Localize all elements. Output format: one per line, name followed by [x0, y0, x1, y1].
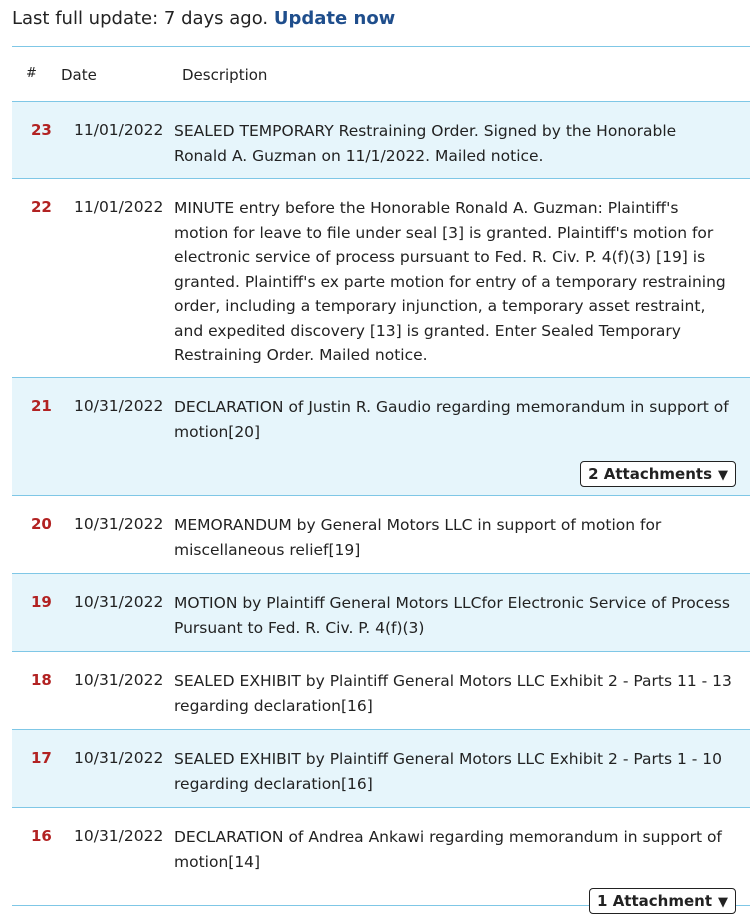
- attachments-dropdown-button[interactable]: [589, 888, 736, 914]
- entry-date: 10/31/2022: [74, 593, 164, 611]
- table-row: [12, 730, 750, 808]
- entry-number[interactable]: 23: [31, 121, 52, 139]
- attachments-label: 2 Attachments: [588, 465, 712, 483]
- entry-number[interactable]: 17: [31, 749, 52, 767]
- entry-date: 11/01/2022: [74, 198, 164, 216]
- header-number: #: [26, 66, 37, 81]
- entry-date: 11/01/2022: [74, 121, 164, 139]
- table-row: [12, 496, 750, 574]
- entry-description: DECLARATION of Justin R. Gaudio regarding memorandum in support of motion[20]: [174, 398, 729, 441]
- entry-description: MOTION by Plaintiff General Motors LLCfor Electronic Service of Process Pursuant to Fed. R. Civ. P. 4(f)(3): [174, 594, 730, 637]
- table-row: [12, 652, 750, 730]
- update-now-link[interactable]: Update now: [273, 8, 396, 29]
- entry-number[interactable]: 22: [31, 198, 52, 216]
- entry-date: 10/31/2022: [74, 515, 164, 533]
- table-header: [12, 46, 750, 102]
- entry-description: SEALED TEMPORARY Restraining Order. Signed by the Honorable Ronald A. Guzman on 11/1/2022. Mailed notice.: [174, 122, 677, 165]
- entry-number[interactable]: 19: [31, 593, 52, 611]
- entry-date: 10/31/2022: [74, 671, 164, 689]
- entry-number[interactable]: 18: [31, 671, 52, 689]
- entry-description: SEALED EXHIBIT by Plaintiff General Motors LLC Exhibit 2 - Parts 11 - 13 regarding declaration[16]: [174, 672, 732, 715]
- header-description: Description: [182, 66, 268, 84]
- table-row: [12, 102, 750, 179]
- table-row: [12, 378, 750, 496]
- update-status: [12, 8, 395, 29]
- entry-description: MEMORANDUM by General Motors LLC in support of motion for miscellaneous relief[19]: [174, 516, 662, 559]
- entry-number[interactable]: 16: [31, 827, 52, 845]
- docket-table: [12, 46, 750, 910]
- table-row: [12, 179, 750, 378]
- entry-description: MINUTE entry before the Honorable Ronald A. Guzman: Plaintiff's motion for leave to file under seal [3] is granted. Plaintiff's motion for electronic service of process pursuant to Fed. R. Civ. P. 4(f)(3) [19] is granted. Plaintiff's ex parte motion for entry of a temporary restraining order, including a temporary injunction, a temporary asset restraint, and expedited discovery [13] is granted. Enter Sealed Temporary Restraining Order. Mailed notice.: [174, 199, 726, 364]
- entry-date: 10/31/2022: [74, 827, 164, 845]
- header-date: Date: [61, 66, 97, 84]
- entry-date: 10/31/2022: [74, 397, 164, 415]
- entry-description: DECLARATION of Andrea Ankawi regarding memorandum in support of motion[14]: [174, 828, 722, 871]
- entry-description: SEALED EXHIBIT by Plaintiff General Motors LLC Exhibit 2 - Parts 1 - 10 regarding declaration[16]: [174, 750, 722, 793]
- entry-number[interactable]: 21: [31, 397, 52, 415]
- table-row: [12, 574, 750, 652]
- attachments-label: 1 Attachment: [597, 892, 712, 910]
- entry-date: 10/31/2022: [74, 749, 164, 767]
- caret-down-icon: ▼: [718, 468, 728, 483]
- entry-number[interactable]: 20: [31, 515, 52, 533]
- attachments-dropdown-button[interactable]: [580, 461, 736, 487]
- table-row: [12, 808, 750, 910]
- caret-down-icon: ▼: [718, 895, 728, 910]
- update-status-text: Last full update: 7 days ago.: [12, 8, 269, 29]
